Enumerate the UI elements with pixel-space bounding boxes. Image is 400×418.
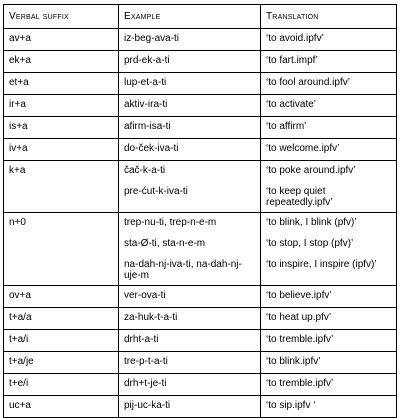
translation-text: ‘to tremble.ipfv’ <box>266 378 334 389</box>
translation-cell <box>261 95 397 117</box>
table-body <box>4 29 397 418</box>
header-row <box>4 5 397 29</box>
suffix-cell: t+a/i <box>4 330 119 352</box>
translation-text: ‘to sip.ipfv ‘ <box>266 400 316 411</box>
table-row <box>4 286 397 308</box>
table-row <box>4 352 397 374</box>
example-cell <box>119 73 261 95</box>
translation-text: ‘to heat up.pfv’ <box>266 312 332 323</box>
example-text: sta-Ø-ti, sta-n-e-m <box>124 238 206 249</box>
example-cell <box>119 161 261 213</box>
example-text: drh+t-je-ti <box>124 378 167 389</box>
example-text: čač-k-a-ti <box>124 165 166 176</box>
translation-cell <box>261 330 397 352</box>
example-cell <box>119 29 261 51</box>
example-cell <box>119 213 261 286</box>
translation-text: ‘to stop, I stop (pfv)’ <box>266 238 354 249</box>
example-cell <box>119 374 261 396</box>
translation-text: ‘to affirm’ <box>266 121 307 132</box>
translation-cell <box>261 117 397 139</box>
example-cell <box>119 117 261 139</box>
example-cell <box>119 352 261 374</box>
suffix-cell: ov+a <box>4 286 119 308</box>
example-text: tre-p-t-a-ti <box>124 356 168 367</box>
suffix-cell: et+a <box>4 73 119 95</box>
suffix-cell: t+a/je <box>4 352 119 374</box>
example-text: aktiv-ira-ti <box>124 99 168 110</box>
translation-text: ‘to fool around.ipfv’ <box>266 77 350 88</box>
suffix-cell: av+a <box>4 29 119 51</box>
example-text: lup-et-a-ti <box>124 77 167 88</box>
translation-text: ‘to poke around.ipfv’ <box>266 165 356 176</box>
translation-cell <box>261 29 397 51</box>
translation-text: ‘to welcome.ipfv’ <box>266 143 340 154</box>
suffix-cell: t+e/i <box>4 374 119 396</box>
translation-cell <box>261 308 397 330</box>
suffix-cell: is+a <box>4 117 119 139</box>
translation-text: ‘to avoid.ipfv’ <box>266 33 324 44</box>
translation-text: ‘to inspire, I inspire (ipfv)’ <box>266 259 377 270</box>
table-row <box>4 213 397 286</box>
example-cell <box>119 95 261 117</box>
table-row <box>4 117 397 139</box>
example-cell <box>119 308 261 330</box>
suffix-cell: ek+a <box>4 51 119 73</box>
translation-text: ‘to blink, I blink (pfv)’ <box>266 217 357 228</box>
example-text: trep-nu-ti, trep-n-e-m <box>124 217 217 228</box>
example-text: do-ček-iva-ti <box>124 143 179 154</box>
example-text: pij-uc-ka-ti <box>124 400 171 411</box>
translation-text: ‘to blink.ipfv’ <box>266 356 321 367</box>
translation-cell <box>261 51 397 73</box>
suffix-cell: t+a/a <box>4 308 119 330</box>
table-row <box>4 29 397 51</box>
example-text: drht-a-ti <box>124 334 159 345</box>
example-text: iz-beg-ava-ti <box>124 33 180 44</box>
translation-cell <box>261 161 397 213</box>
table-row <box>4 374 397 396</box>
translation-text: ‘to keep quiet repeatedly.ipfv’ <box>266 186 333 208</box>
suffix-cell: k+a <box>4 161 119 213</box>
table-row <box>4 161 397 213</box>
header-verbal-suffix: Verbal suffix <box>4 5 119 29</box>
translation-text: ‘to activate’ <box>266 99 317 110</box>
example-text: pre-ćut-k-iva-ti <box>124 186 188 197</box>
example-cell <box>119 286 261 308</box>
example-cell <box>119 139 261 161</box>
example-cell <box>119 330 261 352</box>
table-row <box>4 308 397 330</box>
table-row <box>4 51 397 73</box>
translation-cell <box>261 139 397 161</box>
suffix-cell: ir+a <box>4 95 119 117</box>
translation-cell <box>261 73 397 95</box>
translation-cell <box>261 352 397 374</box>
suffix-cell: uc+a <box>4 396 119 418</box>
example-text: afirm-isa-ti <box>124 121 171 132</box>
table-row <box>4 73 397 95</box>
example-text: ver-ova-ti <box>124 290 166 301</box>
translation-cell <box>261 213 397 286</box>
suffix-cell: iv+a <box>4 139 119 161</box>
example-text: prd-ek-a-ti <box>124 55 170 66</box>
translation-text: ‘to tremble.ipfv’ <box>266 334 334 345</box>
translation-cell <box>261 286 397 308</box>
table-row <box>4 330 397 352</box>
translation-cell <box>261 374 397 396</box>
example-cell <box>119 51 261 73</box>
example-text: za-huk-t-a-ti <box>124 312 178 323</box>
header-translation: Translation <box>261 5 397 29</box>
translation-text: ‘to believe.ipfv’ <box>266 290 332 301</box>
suffix-cell: n+0 <box>4 213 119 286</box>
suffix-table <box>3 4 397 418</box>
table-row <box>4 139 397 161</box>
table-row <box>4 95 397 117</box>
translation-text: ‘to fart.impf’ <box>266 55 318 66</box>
example-text: na-dah-nj-iva-ti, na-dah-nj-uje-m <box>124 259 242 281</box>
header-example: Example <box>119 5 261 29</box>
